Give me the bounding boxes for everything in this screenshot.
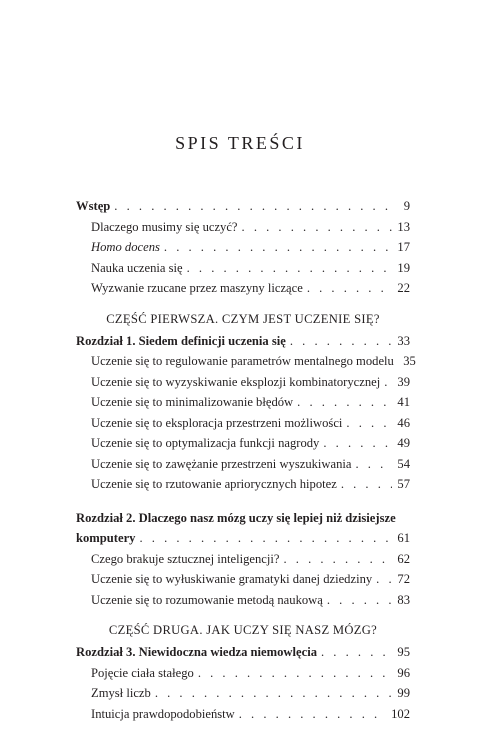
leader-dots: [327, 590, 392, 611]
toc-entry-page: 9: [403, 199, 410, 213]
toc-entry-page: 96: [397, 665, 410, 680]
leader-dots: [341, 474, 392, 495]
toc-entry-title: Wstęp: [76, 199, 111, 213]
page-title: SPIS TREŚCI: [175, 133, 305, 153]
toc-entry-page: 72: [397, 572, 410, 586]
leader-dots: [239, 704, 387, 725]
spacer: [76, 495, 410, 508]
table-of-contents: [76, 196, 416, 724]
toc-entry-page: 41: [397, 395, 410, 409]
leader-dots: [356, 454, 393, 475]
toc-entry-title: Rozdział 2. Dlaczego nasz mózg uczy się lepiej niż dzisiejsze: [76, 510, 396, 525]
toc-entry-page: 61: [397, 531, 410, 545]
toc-entry-title: Rozdział 3. Niewidoczna wiedza niemowlęcia: [76, 645, 317, 659]
leader-dots: [323, 433, 392, 454]
toc-entry-title: Pojęcie ciała stałego: [91, 665, 194, 680]
toc-entry-title: Wyzwanie rzucane przez maszyny liczące: [91, 281, 303, 295]
toc-chapter-1[interactable]: [76, 331, 410, 352]
leader-dots: [384, 372, 392, 393]
toc-entry-page: 83: [397, 592, 410, 607]
leader-dots: [297, 392, 392, 413]
toc-entry-page: 19: [397, 260, 410, 275]
toc-entry-title: Homo docens: [91, 240, 160, 254]
leader-dots: [139, 528, 392, 549]
leader-dots: [155, 683, 392, 704]
toc-entry-page: 35: [403, 354, 416, 368]
toc-entry[interactable]: [76, 217, 410, 238]
toc-entry[interactable]: [76, 392, 410, 413]
toc-entry[interactable]: [76, 704, 410, 725]
leader-dots: [198, 663, 392, 684]
toc-entry-title: Uczenie się to optymalizacja funkcji nagrody: [91, 436, 320, 450]
toc-entry[interactable]: [76, 590, 410, 611]
toc-entry-wstep[interactable]: [76, 196, 410, 217]
toc-entry-title: Uczenie się to regulowanie parametrów mentalnego modelu: [91, 354, 394, 368]
toc-entry-page: 57: [397, 477, 410, 491]
toc-entry[interactable]: [76, 372, 410, 393]
leader-dots: [307, 278, 392, 299]
toc-entry-title: Uczenie się to rzutowanie apriorycznych hipotez: [91, 477, 337, 491]
toc-entry[interactable]: [76, 683, 410, 704]
toc-entry-page: 95: [397, 645, 410, 659]
toc-entry[interactable]: [76, 474, 410, 495]
toc-entry-page: 39: [397, 374, 410, 389]
toc-entry[interactable]: [76, 433, 410, 454]
toc-entry[interactable]: [76, 454, 410, 475]
toc-entry[interactable]: [76, 258, 410, 279]
toc-entry-title: Zmysł liczb: [91, 686, 151, 700]
leader-dots: [290, 331, 392, 352]
toc-entry[interactable]: [76, 237, 410, 258]
toc-entry[interactable]: [76, 569, 410, 590]
toc-chapter-2-line2[interactable]: [76, 528, 410, 549]
toc-entry[interactable]: [76, 278, 410, 299]
toc-entry-page: 102: [391, 706, 410, 721]
toc-entry-title: Intuicja prawdopodobieństw: [91, 706, 235, 721]
toc-entry-title: Uczenie się to zawężanie przestrzeni wyszukiwania: [91, 456, 352, 471]
toc-entry-title: Dlaczego musimy się uczyć?: [91, 219, 238, 234]
toc-entry[interactable]: [76, 663, 410, 684]
toc-entry-title: Uczenie się to wyłuskiwanie gramatyki danej dziedziny: [91, 572, 373, 586]
leader-dots: [376, 569, 392, 590]
toc-entry-title: Uczenie się to eksploracja przestrzeni możliwości: [91, 415, 343, 430]
toc-entry-page: 46: [397, 415, 410, 430]
toc-entry-title: Nauka uczenia się: [91, 260, 183, 275]
toc-chapter-3[interactable]: [76, 642, 410, 663]
toc-entry-page: 54: [397, 456, 410, 471]
toc-entry[interactable]: [76, 549, 410, 570]
toc-entry-title: Uczenie się to minimalizowanie błędów: [91, 395, 294, 409]
toc-entry-page: 22: [397, 281, 410, 295]
toc-entry-title: Czego brakuje sztucznej inteligencji?: [91, 551, 280, 566]
toc-entry[interactable]: [76, 351, 416, 372]
toc-entry-page: 49: [397, 436, 410, 450]
toc-entry-page: 17: [397, 240, 410, 254]
leader-dots: [321, 642, 392, 663]
toc-entry-page: 62: [397, 551, 410, 566]
toc-chapter-2-line1[interactable]: [76, 508, 410, 529]
toc-entry-title: Rozdział 1. Siedem definicji uczenia się: [76, 333, 286, 348]
part-heading-2: CZĘŚĆ DRUGA. JAK UCZY SIĘ NASZ MÓZG?: [108, 623, 378, 637]
leader-dots: [164, 237, 392, 258]
toc-entry-title: Uczenie się to wyzyskiwanie eksplozji kombinatorycznej: [91, 374, 381, 389]
leader-dots: [242, 217, 392, 238]
toc-entry[interactable]: [76, 413, 410, 434]
part-heading-1: CZĘŚĆ PIERWSZA. CZYM JEST UCZENIE SIĘ?: [106, 311, 380, 326]
toc-entry-page: 99: [397, 686, 410, 700]
leader-dots: [114, 196, 392, 217]
toc-entry-title: komputery: [76, 531, 136, 545]
leader-dots: [283, 549, 392, 570]
toc-entry-page: 13: [397, 219, 410, 234]
toc-entry-page: 33: [397, 333, 410, 348]
leader-dots: [187, 258, 392, 279]
toc-entry-title: Uczenie się to rozumowanie metodą naukową: [91, 592, 323, 607]
leader-dots: [346, 413, 392, 434]
